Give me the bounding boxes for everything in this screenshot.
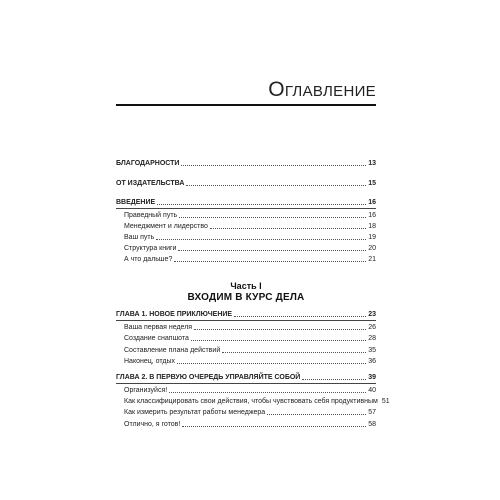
toc-entry-page: 28 xyxy=(368,335,376,342)
section-rule xyxy=(116,320,376,321)
dot-leader xyxy=(267,414,366,415)
toc-entry-page: 51 xyxy=(381,398,390,405)
toc-entry-label: А что дальше? xyxy=(124,256,173,263)
toc-entry-from-publisher[interactable] xyxy=(116,178,376,188)
dot-leader xyxy=(222,352,366,353)
toc-subentry[interactable] xyxy=(124,345,376,355)
toc-subentry[interactable] xyxy=(124,322,376,332)
dot-leader xyxy=(191,340,366,341)
toc-entry-page: 36 xyxy=(368,358,376,365)
toc-subentry[interactable] xyxy=(124,356,376,366)
chapter-1-section xyxy=(116,309,376,369)
toc-entry-page: 57 xyxy=(368,409,376,416)
toc-entry-page: 58 xyxy=(368,421,376,428)
toc-entry-label: Структура книги xyxy=(124,245,177,252)
toc-entry-label: ОТ ИЗДАТЕЛЬСТВА xyxy=(116,180,185,187)
toc-subentry[interactable] xyxy=(124,333,376,343)
toc-subentry[interactable] xyxy=(124,221,376,231)
title-rule xyxy=(116,104,376,106)
dot-leader xyxy=(177,363,366,364)
toc-entry-chapter-1[interactable] xyxy=(116,309,376,319)
toc-subentry[interactable] xyxy=(124,243,376,253)
toc-entry-page: 19 xyxy=(368,234,376,241)
toc-entry-label: Менеджмент и лидерство xyxy=(124,223,208,230)
toc-entry-page: 21 xyxy=(368,256,376,263)
part-title: ВХОДИМ В КУРС ДЕЛА xyxy=(187,292,305,303)
toc-entry-page: 20 xyxy=(368,245,376,252)
toc-entry-page: 26 xyxy=(368,324,376,331)
toc-entry-label: Организуйся! xyxy=(124,387,168,394)
toc-entry-page: 13 xyxy=(368,160,376,167)
toc-entry-label: Наконец, отдых xyxy=(124,358,175,365)
toc-entry-label: Отлично, я готов! xyxy=(124,421,181,428)
toc-subentry[interactable] xyxy=(124,385,376,395)
toc-entry-page: 16 xyxy=(368,212,376,219)
dot-leader xyxy=(182,426,366,427)
dot-leader xyxy=(186,185,366,186)
part-label: Часть I xyxy=(230,281,262,291)
toc-subentry[interactable] xyxy=(124,232,376,242)
toc-entry-label: Ваш путь xyxy=(124,234,155,241)
dot-leader xyxy=(169,392,366,393)
section-rule xyxy=(116,208,376,209)
dot-leader xyxy=(157,204,366,205)
dot-leader xyxy=(302,379,366,380)
toc-entry-acknowledgements[interactable] xyxy=(116,158,376,168)
dot-leader xyxy=(178,250,366,251)
toc-entry-page: 15 xyxy=(368,180,376,187)
chapter-2-section xyxy=(116,372,390,432)
section-rule xyxy=(116,383,376,384)
toc-entry-label: ГЛАВА 2. В ПЕРВУЮ ОЧЕРЕДЬ УПРАВЛЯЙТЕ СОБОЙ xyxy=(116,374,301,381)
toc-entry-chapter-2[interactable] xyxy=(116,372,376,382)
toc-subentry[interactable] xyxy=(124,407,376,417)
toc-entry-label: ВВЕДЕНИЕ xyxy=(116,199,156,206)
toc-entry-page: 18 xyxy=(368,223,376,230)
page-title: Оглавление xyxy=(268,78,376,101)
toc-entry-page: 40 xyxy=(368,387,376,394)
toc-subentry[interactable] xyxy=(124,210,376,220)
toc-entry-introduction[interactable] xyxy=(116,197,376,207)
toc-entry-page: 23 xyxy=(368,311,376,318)
toc-subentry[interactable] xyxy=(124,396,390,406)
toc-entry-label: ГЛАВА 1. НОВОЕ ПРИКЛЮЧЕНИЕ xyxy=(116,311,233,318)
dot-leader xyxy=(179,217,366,218)
toc-entry-label: Как классифицировать свои действия, чтобы чувствовать себя продуктивным xyxy=(124,398,378,405)
dot-leader xyxy=(194,329,366,330)
toc-subentry[interactable] xyxy=(124,254,376,264)
dot-leader xyxy=(210,228,366,229)
toc-entry-label: Составление плана действий xyxy=(124,347,221,354)
dot-leader xyxy=(234,316,366,317)
toc-subentry[interactable] xyxy=(124,419,376,429)
toc-entry-label: Праведный путь xyxy=(124,212,178,219)
toc-entry-label: Создание снапшота xyxy=(124,335,189,342)
dot-leader xyxy=(156,239,366,240)
toc-entry-page: 16 xyxy=(368,199,376,206)
toc-entry-label: Как измерить результат работы менеджера xyxy=(124,409,266,416)
toc-entry-page: 35 xyxy=(368,347,376,354)
dot-leader xyxy=(181,165,366,166)
dot-leader xyxy=(174,261,366,262)
front-matter-section xyxy=(116,158,376,268)
toc-entry-label: БЛАГОДАРНОСТИ xyxy=(116,160,180,167)
toc-entry-page: 39 xyxy=(368,374,376,381)
toc-entry-label: Ваша первая неделя xyxy=(124,324,193,331)
